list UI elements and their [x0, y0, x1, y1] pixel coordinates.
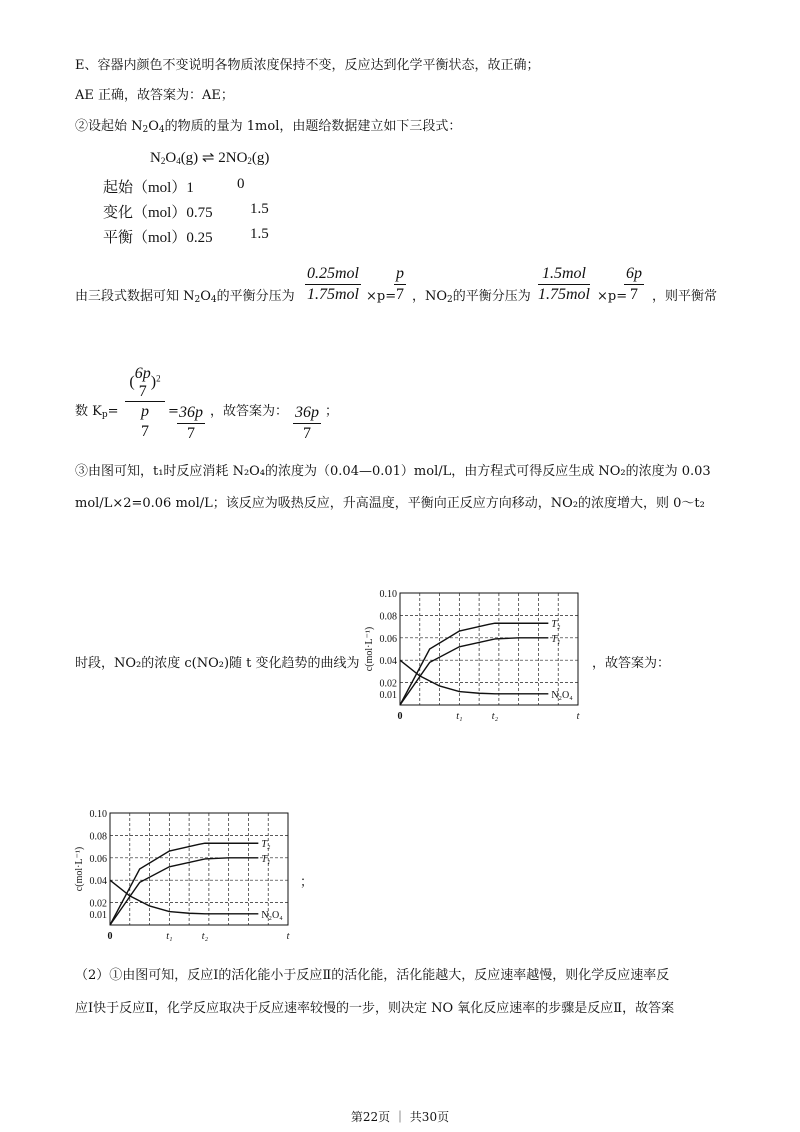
- series-line-2: [400, 660, 548, 694]
- kp-answer-fraction: $\frac{36p}{7}$: [295, 404, 319, 442]
- partial-text-2: ，$NO_2$的平衡分压为: [412, 289, 531, 305]
- y-tick-label: 0.02: [89, 898, 107, 910]
- fraction-no2-ratio: 1.5mol 1.75mol: [538, 265, 590, 303]
- fraction-6p-over-7: $\frac{6p}{7}$: [626, 265, 642, 303]
- series-line-2: [110, 880, 258, 914]
- chart-1: [360, 585, 590, 730]
- x-tick-label: 0: [107, 931, 113, 942]
- three-stage-row-start: 起始（mol）1: [103, 180, 194, 196]
- kp-label: 数 $K_p=$: [75, 404, 119, 420]
- x-tick-label: t₂: [491, 711, 499, 722]
- y-tick-label: 0.01: [379, 689, 397, 701]
- text-line-3: ②设起始 $N_2O_4$的物质的量为 1mol，由题给数据建立如下三段式：: [75, 119, 462, 135]
- y-tick-label: 0.04: [379, 656, 397, 668]
- series-label-0: T₂: [261, 839, 271, 851]
- series-label-1: T₁: [261, 853, 271, 865]
- y-axis-label: c(mol·L⁻¹): [74, 846, 85, 892]
- p3-line-1: ③由图可知，t₁时反应消耗 N₂O₄的浓度为（0.04—0.01）mol/L，由方程式可得反应生成 NO₂的浓度为 0.03: [75, 464, 711, 479]
- text-line-1: E、容器内颜色不变说明各物质浓度保持不变，反应达到化学平衡状态，故正确；: [75, 58, 540, 73]
- three-stage-row-equilibrium-v2: 1.5: [250, 226, 269, 242]
- chart-2: [70, 805, 300, 950]
- plot-frame: [400, 593, 578, 705]
- y-tick-label: 0.02: [379, 678, 397, 690]
- y-tick-label: 0.01: [89, 909, 107, 921]
- x-tick-label: 0: [397, 711, 403, 722]
- series-label-2: N₂O₄: [551, 689, 573, 701]
- y-tick-label: 0.08: [379, 611, 397, 623]
- partial-text-3: ，则平衡常: [652, 289, 718, 304]
- three-stage-row-change: 变化（mol）0.75: [103, 205, 213, 221]
- series-label-1: T₁: [551, 633, 561, 645]
- y-tick-label: 0.04: [89, 876, 107, 888]
- y-tick-label: 0.06: [89, 853, 107, 865]
- kp-answer-text: ，故答案为：: [210, 404, 289, 419]
- y-tick-label: 0.10: [89, 809, 107, 820]
- times-p-1: ×p=: [366, 289, 397, 304]
- three-stage-row-start-v2: 0: [237, 176, 245, 192]
- plot-frame: [110, 813, 288, 925]
- x-tick-label: t: [576, 711, 580, 722]
- text-line-2: AE 正确，故答案为：AE；: [75, 88, 234, 103]
- kp-big-fraction: ( 6p 7 )$^2$ p 7: [120, 365, 170, 442]
- times-p-2: ×p=: [597, 289, 628, 304]
- x-tick-label: t₁: [456, 711, 463, 722]
- p4-line-1: （2）①由图可知，反应Ⅰ的活化能小于反应Ⅱ的活化能，活化能越大，反应速率越慢，则化学反应速率反: [75, 968, 670, 983]
- x-tick-label: t₂: [201, 931, 209, 942]
- series-label-2: N₂O₄: [261, 909, 283, 921]
- y-tick-label: 0.06: [379, 633, 397, 645]
- p3-line-3a: 时段，NO₂的浓度 c(NO₂)随 t 变化趋势的曲线为: [75, 656, 360, 671]
- chart-2-semicolon: ；: [300, 875, 314, 890]
- fraction-n2o4-ratio: 0.25mol 1.75mol: [307, 265, 359, 303]
- y-tick-label: 0.08: [89, 831, 107, 843]
- kp-result-fraction: $\frac{36p}{7}$: [179, 404, 203, 442]
- series-line-1: [400, 638, 548, 705]
- p3-line-2: mol/L×2=0.06 mol/L；该反应为吸热反应，升高温度，平衡向正反应方向移动，NO₂的浓度增大，则 0～t₂: [75, 496, 705, 511]
- p3-line-3b: ，故答案为：: [592, 656, 671, 671]
- three-stage-equation: $N_2O_4(g)$ ⇌ $2NO_2(g)$: [150, 150, 270, 166]
- kp-end: ；: [325, 404, 339, 419]
- series-line-1: [110, 858, 258, 925]
- x-tick-label: t₁: [166, 931, 173, 942]
- three-stage-row-equilibrium: 平衡（mol）0.25: [103, 230, 213, 246]
- fraction-p-over-7: $\frac{p}{7}$: [396, 265, 404, 303]
- three-stage-row-change-v2: 1.5: [250, 201, 269, 217]
- series-label-0: T₂: [551, 619, 561, 631]
- p4-line-2: 应Ⅰ快于反应Ⅱ，化学反应取决于反应速率较慢的一步，则决定 NO 氧化反应速率的步骤是反应Ⅱ，故答案: [75, 1001, 675, 1016]
- y-tick-label: 0.10: [379, 589, 397, 600]
- partial-text-1: 由三段式数据可知 $N_2O_4$的平衡分压为: [75, 289, 295, 305]
- y-axis-label: c(mol·L⁻¹): [364, 626, 375, 672]
- kp-equals: =: [168, 404, 179, 419]
- page-footer: 第22页 ｜ 共30页: [350, 1110, 450, 1124]
- x-tick-label: t: [286, 931, 290, 942]
